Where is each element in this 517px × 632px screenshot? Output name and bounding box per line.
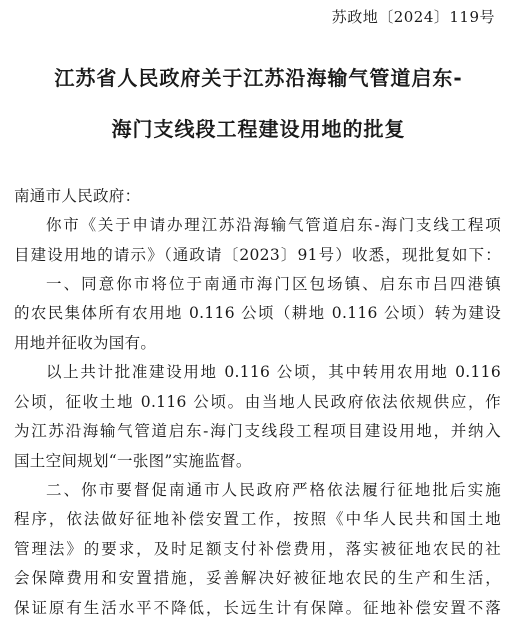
- body-line: 国土空间规划“一张图”实施监督。: [14, 452, 252, 470]
- body-line: 的农民集体所有农用地 0.116 公顷（耕地 0.116 公顷）转为建设: [14, 304, 501, 322]
- body-line: 你市《关于申请办理江苏沿海输气管道启东-海门支线工程项: [46, 216, 501, 234]
- body-line: 公顷，征收土地 0.116 公顷。由当地人民政府依法依规供应，作: [14, 393, 501, 411]
- document-title-line-2: 海门支线段工程建设用地的批复: [111, 117, 406, 141]
- body-line: 程序，依法做好征地补偿安置工作，按照《中华人民共和国土地: [14, 510, 501, 528]
- body-line: 会保障费用和安置措施，妥善解决好被征地农民的生产和生活，: [14, 569, 501, 587]
- body-line: 以上共计批准建设用地 0.116 公顷，其中转用农用地 0.116: [46, 363, 501, 381]
- body-line: 保证原有生活水平不降低，长远生计有保障。征地补偿安置不落: [14, 599, 501, 617]
- body-line: 为江苏沿海输气管道启东-海门支线段工程项目建设用地，并纳入: [14, 422, 501, 440]
- body-line: 管理法》的要求，及时足额支付补偿费用，落实被征地农民的社: [14, 540, 501, 558]
- document-number: 苏政地〔2024〕119号: [331, 8, 495, 26]
- body-line: 一、同意你市将位于南通市海门区包场镇、启东市吕四港镇: [46, 275, 501, 293]
- body-line: 用地并征收为国有。: [14, 334, 157, 352]
- document-title-line-1: 江苏省人民政府关于江苏沿海输气管道启东-: [54, 66, 463, 90]
- body-line: 二、你市要督促南通市人民政府严格依法履行征地批后实施: [46, 481, 501, 499]
- addressee: 南通市人民政府：: [14, 187, 141, 205]
- body-line: 目建设用地的请示》（通政请〔2023〕91号）收悉，现批复如下：: [14, 246, 501, 264]
